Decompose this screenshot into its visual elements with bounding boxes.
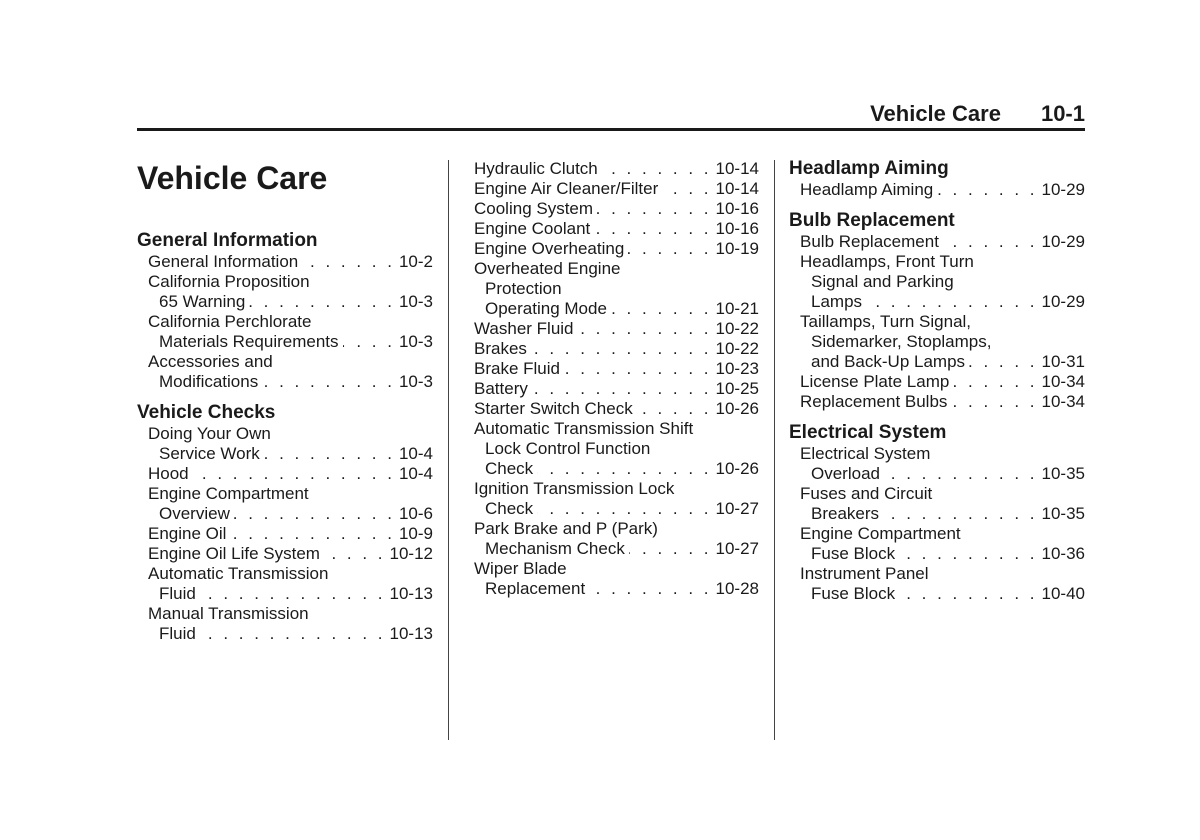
entry-leader-line bbox=[474, 299, 759, 319]
entry-title-line: Electrical System bbox=[800, 444, 931, 463]
spacer bbox=[137, 198, 433, 230]
toc-entry bbox=[474, 259, 759, 319]
toc-entry bbox=[789, 392, 1085, 412]
toc-entry bbox=[474, 239, 759, 259]
toc-entry bbox=[789, 252, 1085, 312]
entry-title-line: California Proposition bbox=[148, 272, 310, 291]
entry-title-line: Protection bbox=[485, 279, 562, 298]
toc-column-3 bbox=[789, 158, 1085, 604]
dot-leader bbox=[637, 399, 712, 419]
entry-leader-line bbox=[800, 504, 1085, 524]
entry-leader-line bbox=[148, 524, 433, 544]
spacer bbox=[789, 412, 1085, 422]
dot-leader bbox=[899, 584, 1037, 604]
dot-leader bbox=[343, 332, 395, 352]
toc-entry bbox=[474, 359, 759, 379]
entry-page-number: 10-16 bbox=[715, 199, 759, 218]
entry-page-number: 10-28 bbox=[715, 579, 759, 598]
entry-title: Engine Oil Life System bbox=[148, 544, 320, 563]
entry-page-number: 10-29 bbox=[1041, 232, 1085, 251]
toc-entry bbox=[474, 399, 759, 419]
toc-sections bbox=[789, 158, 1085, 604]
dot-leader bbox=[532, 379, 712, 399]
dot-leader bbox=[951, 392, 1037, 412]
toc-column-2 bbox=[474, 159, 759, 599]
entry-title: Materials Requirements bbox=[159, 332, 339, 351]
entry-title: Operating Mode bbox=[485, 299, 607, 318]
entry-title: Hood bbox=[148, 464, 189, 483]
entry-leader-line bbox=[474, 499, 759, 519]
entry-page-number: 10-22 bbox=[715, 319, 759, 338]
dot-leader bbox=[537, 499, 711, 519]
entry-title-line: Wiper Blade bbox=[474, 559, 567, 578]
toc-entry bbox=[137, 464, 433, 484]
entry-title: and Back-Up Lamps bbox=[811, 352, 966, 371]
toc-section bbox=[789, 158, 1085, 200]
dot-leader bbox=[866, 292, 1037, 312]
entry-title: Overload bbox=[811, 464, 880, 483]
entry-page-number: 10-13 bbox=[389, 624, 433, 643]
entry-leader-line bbox=[474, 399, 759, 419]
dot-leader bbox=[200, 624, 386, 644]
entry-leader-line bbox=[800, 464, 1085, 484]
entry-page-number: 10-26 bbox=[715, 459, 759, 478]
toc-entry bbox=[474, 419, 759, 479]
entry-page-number: 10-12 bbox=[389, 544, 433, 563]
entry-leader-line bbox=[474, 219, 759, 239]
section-heading: Headlamp Aiming bbox=[789, 158, 949, 179]
entry-page-number: 10-4 bbox=[398, 444, 433, 463]
entry-title: Engine Air Cleaner/Filter bbox=[474, 179, 659, 198]
entry-page-number: 10-3 bbox=[398, 372, 433, 391]
entry-title-line: Automatic Transmission Shift bbox=[474, 419, 694, 438]
entry-leader-line bbox=[474, 199, 759, 219]
entry-page-number: 10-3 bbox=[398, 292, 433, 311]
entry-page-number: 10-2 bbox=[398, 252, 433, 271]
dot-leader bbox=[611, 299, 712, 319]
dot-leader bbox=[589, 579, 711, 599]
toc-entry bbox=[474, 219, 759, 239]
entry-page-number: 10-27 bbox=[715, 499, 759, 518]
toc-entry bbox=[789, 372, 1085, 392]
dot-leader bbox=[597, 199, 711, 219]
dot-leader bbox=[953, 372, 1037, 392]
entry-title-line: Overheated Engine bbox=[474, 259, 621, 278]
section-heading: Vehicle Checks bbox=[137, 402, 276, 423]
toc-section bbox=[789, 210, 1085, 412]
toc-column-1 bbox=[137, 158, 433, 644]
dot-leader bbox=[662, 179, 711, 199]
entry-title-line: Instrument Panel bbox=[800, 564, 929, 583]
entry-title: Fuse Block bbox=[811, 584, 896, 603]
entry-leader-line bbox=[474, 379, 759, 399]
dot-leader bbox=[262, 372, 395, 392]
section-heading: General Information bbox=[137, 230, 318, 251]
entry-page-number: 10-16 bbox=[715, 219, 759, 238]
entry-leader-line bbox=[148, 504, 433, 524]
entry-title: Lamps bbox=[811, 292, 863, 311]
entry-title: Overview bbox=[159, 504, 230, 523]
toc-entry bbox=[474, 339, 759, 359]
dot-leader bbox=[264, 444, 395, 464]
entry-leader-line bbox=[474, 339, 759, 359]
entry-page-number: 10-36 bbox=[1041, 544, 1085, 563]
entry-leader-line bbox=[474, 319, 759, 339]
dot-leader bbox=[234, 504, 395, 524]
entry-title: Cooling System bbox=[474, 199, 594, 218]
dot-leader bbox=[193, 464, 395, 484]
entry-leader-line bbox=[474, 159, 759, 179]
entry-leader-line bbox=[800, 352, 1085, 372]
entry-page-number: 10-22 bbox=[715, 339, 759, 358]
entry-title: Fluid bbox=[159, 584, 196, 603]
entry-title-line: Manual Transmission bbox=[148, 604, 309, 623]
entry-title: Check bbox=[485, 499, 534, 518]
section-heading: Bulb Replacement bbox=[789, 210, 955, 231]
entry-title: Battery bbox=[474, 379, 528, 398]
entry-title: Modifications bbox=[159, 372, 259, 391]
header-rule bbox=[137, 128, 1085, 131]
toc-entry bbox=[789, 564, 1085, 604]
dot-leader bbox=[324, 544, 386, 564]
entry-title: Brakes bbox=[474, 339, 527, 358]
entry-leader-line bbox=[474, 179, 759, 199]
toc-entry bbox=[789, 524, 1085, 564]
toc-entry bbox=[789, 484, 1085, 524]
entry-page-number: 10-6 bbox=[398, 504, 433, 523]
entry-leader-line bbox=[474, 359, 759, 379]
entry-title: Service Work bbox=[159, 444, 260, 463]
entry-leader-line bbox=[800, 544, 1085, 564]
entry-leader-line bbox=[148, 584, 433, 604]
entry-leader-line bbox=[148, 544, 433, 564]
entry-page-number: 10-40 bbox=[1041, 584, 1085, 603]
section-heading: Electrical System bbox=[789, 422, 947, 443]
toc-section bbox=[137, 402, 433, 644]
entry-page-number: 10-29 bbox=[1041, 180, 1085, 199]
entry-title-line: Lock Control Function bbox=[485, 439, 651, 458]
entry-title: Engine Oil bbox=[148, 524, 227, 543]
dot-leader bbox=[200, 584, 386, 604]
chapter-title: Vehicle Care bbox=[137, 160, 328, 196]
entry-leader-line bbox=[800, 292, 1085, 312]
entry-page-number: 10-35 bbox=[1041, 464, 1085, 483]
dot-leader bbox=[594, 219, 711, 239]
entry-title: Engine Overheating bbox=[474, 239, 625, 258]
spacer bbox=[137, 392, 433, 402]
toc-entry bbox=[137, 524, 433, 544]
dot-leader bbox=[249, 292, 395, 312]
dot-leader bbox=[899, 544, 1037, 564]
entry-page-number: 10-31 bbox=[1041, 352, 1085, 371]
dot-leader bbox=[883, 504, 1037, 524]
entry-page-number: 10-25 bbox=[715, 379, 759, 398]
entry-title: General Information bbox=[148, 252, 299, 271]
entry-page-number: 10-34 bbox=[1041, 372, 1085, 391]
toc-entry bbox=[137, 312, 433, 352]
toc-entry bbox=[137, 424, 433, 464]
entry-title-line: Accessories and bbox=[148, 352, 273, 371]
spacer bbox=[789, 200, 1085, 210]
entry-page-number: 10-14 bbox=[715, 159, 759, 178]
toc-entry bbox=[789, 180, 1085, 200]
entry-title: Check bbox=[485, 459, 534, 478]
dot-leader bbox=[537, 459, 711, 479]
toc-entry bbox=[789, 232, 1085, 252]
entry-title-line: Sidemarker, Stoplamps, bbox=[811, 332, 992, 351]
entry-title: Brake Fluid bbox=[474, 359, 560, 378]
dot-leader bbox=[629, 539, 712, 559]
entry-leader-line bbox=[800, 584, 1085, 604]
toc-entry bbox=[137, 564, 433, 604]
entry-leader-line bbox=[800, 232, 1085, 252]
entry-page-number: 10-27 bbox=[715, 539, 759, 558]
dot-leader bbox=[628, 239, 711, 259]
entry-title: Fuse Block bbox=[811, 544, 896, 563]
toc-entry bbox=[474, 199, 759, 219]
toc-entry bbox=[474, 319, 759, 339]
entry-page-number: 10-29 bbox=[1041, 292, 1085, 311]
entry-title: Replacement bbox=[485, 579, 586, 598]
entry-title: Breakers bbox=[811, 504, 880, 523]
entry-leader-line bbox=[148, 464, 433, 484]
column-divider-2 bbox=[774, 160, 775, 740]
toc-entry bbox=[137, 604, 433, 644]
toc-section bbox=[789, 422, 1085, 604]
entry-leader-line bbox=[148, 332, 433, 352]
toc-section bbox=[137, 230, 433, 392]
entry-title-line: Taillamps, Turn Signal, bbox=[800, 312, 972, 331]
dot-leader bbox=[969, 352, 1037, 372]
entry-title-line: California Perchlorate bbox=[148, 312, 312, 331]
entry-leader-line bbox=[474, 239, 759, 259]
entry-page-number: 10-9 bbox=[398, 524, 433, 543]
dot-leader bbox=[564, 359, 712, 379]
entry-page-number: 10-26 bbox=[715, 399, 759, 418]
dot-leader bbox=[602, 159, 712, 179]
toc-entry bbox=[137, 484, 433, 524]
entry-title: Starter Switch Check bbox=[474, 399, 633, 418]
dot-leader bbox=[937, 180, 1037, 200]
dot-leader bbox=[302, 252, 395, 272]
entry-leader-line bbox=[800, 372, 1085, 392]
toc-entry bbox=[789, 312, 1085, 372]
entry-leader-line bbox=[474, 459, 759, 479]
entry-page-number: 10-23 bbox=[715, 359, 759, 378]
entry-title-line: Headlamps, Front Turn bbox=[800, 252, 974, 271]
toc-entry bbox=[474, 559, 759, 599]
entry-leader-line bbox=[148, 444, 433, 464]
entry-leader-line bbox=[474, 539, 759, 559]
entry-page-number: 10-34 bbox=[1041, 392, 1085, 411]
entry-title: Bulb Replacement bbox=[800, 232, 939, 251]
entry-leader-line bbox=[800, 180, 1085, 200]
entry-page-number: 10-35 bbox=[1041, 504, 1085, 523]
toc-entries bbox=[474, 159, 759, 599]
dot-leader bbox=[884, 464, 1038, 484]
entry-page-number: 10-21 bbox=[715, 299, 759, 318]
entry-page-number: 10-19 bbox=[715, 239, 759, 258]
entry-title: License Plate Lamp bbox=[800, 372, 950, 391]
running-head-section: Vehicle Care bbox=[870, 101, 1001, 126]
toc-entry bbox=[137, 252, 433, 272]
entry-leader-line bbox=[148, 292, 433, 312]
toc-entry bbox=[474, 519, 759, 559]
entry-title-line: Fuses and Circuit bbox=[800, 484, 933, 503]
dot-leader bbox=[531, 339, 712, 359]
entry-title: Hydraulic Clutch bbox=[474, 159, 598, 178]
entry-title: Mechanism Check bbox=[485, 539, 625, 558]
toc-sections bbox=[137, 230, 433, 644]
entry-leader-line bbox=[474, 579, 759, 599]
entry-title: 65 Warning bbox=[159, 292, 246, 311]
entry-leader-line bbox=[800, 392, 1085, 412]
entry-page-number: 10-13 bbox=[389, 584, 433, 603]
entry-title-line: Doing Your Own bbox=[148, 424, 271, 443]
entry-title-line: Engine Compartment bbox=[800, 524, 961, 543]
toc-entry bbox=[474, 159, 759, 179]
entry-title-line: Park Brake and P (Park) bbox=[474, 519, 658, 538]
entry-title-line: Automatic Transmission bbox=[148, 564, 329, 583]
entry-title: Washer Fluid bbox=[474, 319, 574, 338]
dot-leader bbox=[230, 524, 395, 544]
toc-entry bbox=[137, 544, 433, 564]
entry-leader-line bbox=[148, 372, 433, 392]
toc-entry bbox=[474, 479, 759, 519]
entry-page-number: 10-4 bbox=[398, 464, 433, 483]
entry-title: Engine Coolant bbox=[474, 219, 591, 238]
toc-entry bbox=[474, 379, 759, 399]
entry-leader-line bbox=[148, 624, 433, 644]
toc-entry bbox=[137, 272, 433, 312]
toc-entry bbox=[474, 179, 759, 199]
toc-entry bbox=[137, 352, 433, 392]
entry-page-number: 10-14 bbox=[715, 179, 759, 198]
toc-entry bbox=[789, 444, 1085, 484]
dot-leader bbox=[578, 319, 712, 339]
entry-title: Replacement Bulbs bbox=[800, 392, 948, 411]
column-divider-1 bbox=[448, 160, 449, 740]
entry-page-number: 10-3 bbox=[398, 332, 433, 351]
dot-leader bbox=[943, 232, 1038, 252]
entry-title-line: Signal and Parking bbox=[811, 272, 954, 291]
running-head bbox=[870, 101, 1085, 127]
entry-title: Fluid bbox=[159, 624, 196, 643]
entry-title-line: Ignition Transmission Lock bbox=[474, 479, 675, 498]
entry-title-line: Engine Compartment bbox=[148, 484, 309, 503]
running-head-page-number: 10-1 bbox=[1040, 101, 1085, 126]
entry-leader-line bbox=[148, 252, 433, 272]
entry-title: Headlamp Aiming bbox=[800, 180, 934, 199]
